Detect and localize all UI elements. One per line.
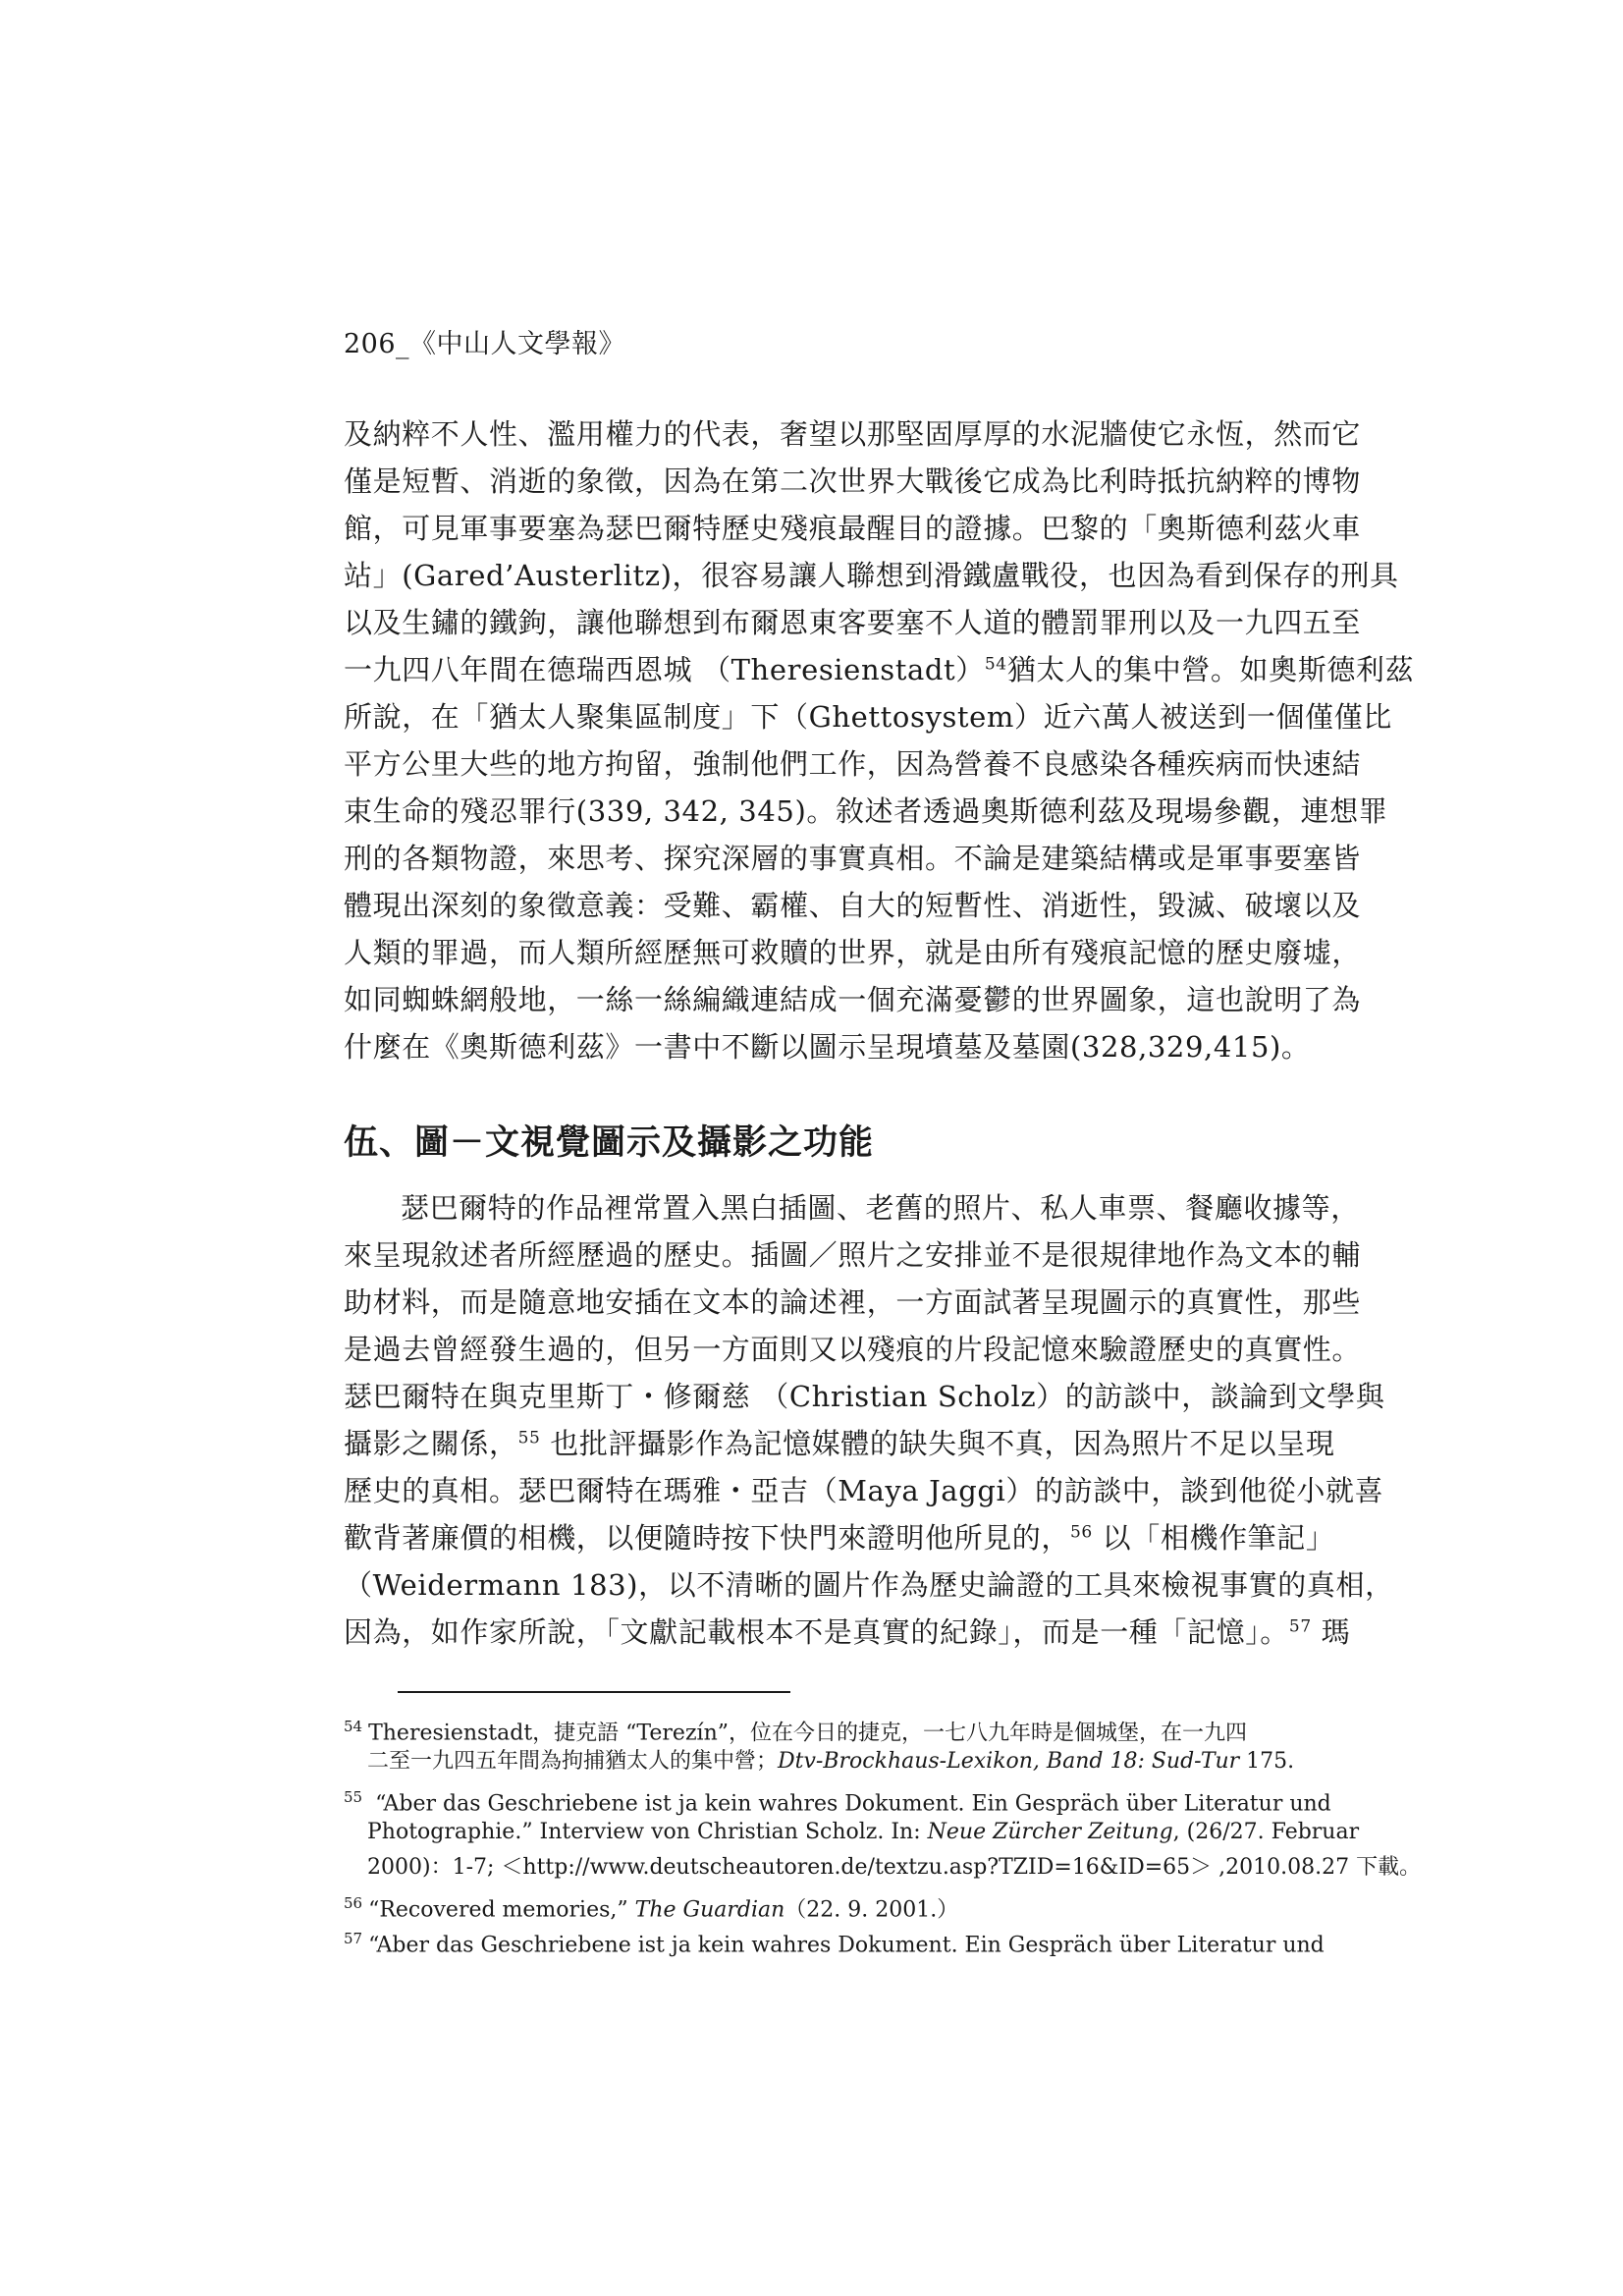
footnote-line	[344, 1779, 1331, 1817]
footnote-title: The Guardian	[634, 1897, 785, 1923]
footnote-ref: 55	[517, 1428, 541, 1449]
footnote-number: 54	[344, 1718, 363, 1735]
footnote-line	[344, 1850, 1422, 1886]
text-run: 歡背著廉價的相機，以便隨時按下快門來證明他所見的，	[344, 1521, 1071, 1555]
text-run: 攝影之關係，	[344, 1427, 518, 1460]
text-line: 站」(Gared’Austerlitz)，很容易讓人聯想到滑鐵盧戰役，也因為看到保存的刑具	[344, 559, 1399, 592]
text-run: “Aber das Geschriebene ist ja kein wahres Dokument. Ein Gespräch über Literatur und	[368, 1791, 1331, 1817]
text-line	[344, 646, 1415, 693]
footnote-line	[344, 1921, 1325, 1958]
text-line: 來呈現敘述者所經歷過的歷史。插圖／照片之安排並不是很規律地作為文本的輔	[344, 1238, 1362, 1272]
footnote-ref: 56	[1070, 1522, 1093, 1543]
footnote-ref: 57	[1288, 1616, 1312, 1637]
text-line: 刑的各類物證，來思考、探究深層的事實真相。不論是建築結構或是軍事要塞皆	[344, 842, 1362, 875]
text-line: 以及生鏽的鐵鉤，讓他聯想到布爾恩東客要塞不人道的體罰罪刑以及一九四五至	[344, 606, 1362, 639]
text-line: 人類的罪過，而人類所經歷無可救贖的世界，就是由所有殘痕記憶的歷史廢墟，	[344, 936, 1362, 969]
footnote-rule	[398, 1691, 790, 1693]
text-line: 瑟巴爾特在與克里斯丁・修爾慈 （Christian Scholz）的訪談中，談論到文學與	[344, 1380, 1385, 1413]
footnote-number: 55	[344, 1788, 363, 1806]
footnotes	[344, 1709, 1422, 1958]
footnote-ref: 54	[984, 654, 1007, 675]
text-run: , (26/27. Februar	[1172, 1820, 1360, 1844]
text-line: 及納粹不人性、濫用權力的代表，奢望以那堅固厚厚的水泥牆使它永恆，然而它	[344, 417, 1362, 451]
text-line	[344, 1420, 1335, 1467]
footnote-title: Dtv-Brockhaus-Lexikon, Band 18: Sud-Tur	[778, 1749, 1240, 1774]
footnote-number: 57	[344, 1930, 363, 1947]
footnote-line	[344, 1744, 1294, 1779]
text-run: “Recovered memories,”	[368, 1897, 635, 1923]
text-line: 所說，在「猶太人聚集區制度」下（Ghettosystem）近六萬人被送到一個僅僅比	[344, 700, 1392, 734]
text-run: 瑪	[1311, 1615, 1351, 1649]
footnote-line	[344, 1709, 1294, 1744]
text-line	[344, 1514, 1335, 1561]
footnote-title: Neue Zürcher Zeitung	[927, 1820, 1173, 1844]
text-run: 二至一九四五年間為拘捕猶太人的集中營；	[367, 1749, 779, 1774]
text-run: （22. 9. 2001.）	[784, 1897, 959, 1923]
footnote-line	[344, 1886, 1294, 1921]
text-line: 助材料，而是隨意地安插在文本的論述裡，一方面試著呈現圖示的真實性，那些	[344, 1285, 1362, 1319]
text-run: 2000)：1-7; ＜http://www.deutscheautoren.de/textzu.asp?TZID=16&ID=65＞ ,2010.08.27 下載。	[367, 1855, 1422, 1880]
footnote-line	[344, 1815, 1360, 1850]
text-line: 僅是短暫、消逝的象徵，因為在第二次世界大戰後它成為比利時抵抗納粹的博物	[344, 465, 1362, 498]
text-run: 也批評攝影作為記憶媒體的缺失與不真，因為照片不足以呈現	[540, 1427, 1335, 1460]
footnote-number: 56	[344, 1894, 363, 1912]
section-heading: 伍、圖－文視覺圖示及攝影之功能	[344, 1122, 875, 1163]
text-run: 175.	[1239, 1749, 1295, 1774]
text-line: 是過去曾經發生過的，但另一方面則又以殘痕的片段記憶來驗證歷史的真實性。	[344, 1333, 1362, 1366]
text-run: 因為，如作家所說，「文獻記載根本不是真實的紀錄」，而是一種「記憶」。	[344, 1615, 1289, 1649]
text-line: 瑟巴爾特的作品裡常置入黑白插圖、老舊的照片、私人車票、餐廳收據等，	[401, 1191, 1360, 1225]
paragraph-2	[344, 1184, 1394, 1656]
text-line: 歷史的真相。瑟巴爾特在瑪雅・亞吉（Maya Jaggi）的訪談中，談到他從小就喜	[344, 1474, 1384, 1507]
text-run: 一九四八年間在德瑞西恩城 （Theresienstadt）	[344, 653, 985, 686]
text-run: Photographie.” Interview von Christian Scholz. In:	[367, 1820, 928, 1844]
running-head: 206_《中山人文學報》	[344, 329, 626, 359]
text-line: 平方公里大些的地方拘留，強制他們工作，因為營養不良感染各種疾病而快速結	[344, 747, 1362, 781]
text-line: 館，可見軍事要塞為瑟巴爾特歷史殘痕最醒目的證據。巴黎的「奧斯德利茲火車	[344, 512, 1362, 545]
text-line	[344, 1609, 1351, 1656]
text-line: 體現出深刻的象徵意義：受難、霸權、自大的短暫性、消逝性，毀滅、破壞以及	[344, 889, 1362, 922]
paragraph-1	[344, 410, 1415, 1070]
text-line: 束生命的殘忍罪行(339, 342, 345)。敘述者透過奧斯德利茲及現場參觀，連想罪	[344, 794, 1388, 828]
text-line: （Weidermann 183)，以不清晰的圖片作為歷史論證的工具來檢視事實的真相，	[344, 1568, 1394, 1602]
text-line: 什麼在《奧斯德利茲》一書中不斷以圖示呈現墳墓及墓園(328,329,415)。	[344, 1030, 1311, 1064]
text-run: 猶太人的集中營。如奧斯德利茲	[1006, 653, 1415, 686]
text-run: “Aber das Geschriebene ist ja kein wahres Dokument. Ein Gespräch über Literatur und	[368, 1933, 1325, 1958]
text-run: Theresienstadt，捷克語 “Terezín”，位在今日的捷克，一七八九年時是個城堡，在一九四	[368, 1721, 1247, 1746]
text-line: 如同蜘蛛網般地，一絲一絲編織連結成一個充滿憂鬱的世界圖象，這也說明了為	[344, 983, 1362, 1016]
text-run: 以「相機作筆記」	[1092, 1521, 1335, 1555]
